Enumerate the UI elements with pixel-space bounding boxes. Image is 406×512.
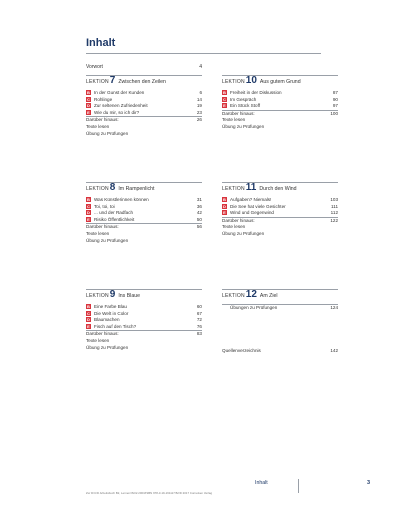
lesson-header	[222, 289, 338, 304]
section-badge: B	[87, 304, 90, 309]
toc-entry-label: Die Welt in Color	[94, 310, 129, 316]
toc-entry-label: Übung zu Prüfungen	[222, 123, 265, 129]
toc-entry[interactable]	[222, 117, 338, 124]
lesson-number: 7	[109, 75, 116, 86]
lesson-11	[222, 182, 338, 238]
toc-entry[interactable]	[222, 103, 338, 110]
toc-entry[interactable]	[86, 231, 202, 238]
lesson-divider	[222, 182, 338, 183]
section-badge: D	[87, 317, 90, 323]
toc-entry-page: 97	[332, 103, 338, 109]
lesson-keyword: LEKTION	[86, 186, 109, 192]
toc-entry[interactable]	[86, 116, 202, 124]
lesson-number: 8	[109, 182, 116, 193]
lesson-title: Im Rampenlicht	[118, 186, 155, 192]
toc-entry-label: Darüber hinaus:	[86, 224, 119, 230]
section-badge: C	[87, 96, 90, 102]
section-badge: C	[87, 203, 90, 209]
section-badge: B	[87, 90, 90, 95]
toc-entry-label: Aufgaben? Niemals!	[230, 197, 272, 203]
toc-entry-label: Texte lesen	[86, 337, 110, 343]
page-number: 3	[367, 480, 371, 486]
toc-entry[interactable]	[86, 317, 202, 324]
toc-entry-label: Ein Stück Stoff	[230, 103, 261, 109]
toc-entry-label: Im Gespräch	[230, 96, 257, 102]
lesson-header	[86, 289, 202, 304]
toc-entry-label: In der Gunst der Kunden	[94, 90, 145, 96]
section-badge: D	[87, 103, 90, 109]
lesson-7	[86, 75, 202, 137]
toc-entry-page: 4	[199, 64, 202, 70]
toc-entry-label: Darüber hinaus:	[86, 331, 119, 337]
lesson-keyword: LEKTION	[86, 293, 109, 299]
toc-entry-page: 124	[330, 305, 338, 310]
toc-entry-label: Freiheit in der Diskussion	[230, 90, 282, 96]
section-badge: E	[87, 109, 90, 115]
lesson-number: 12	[245, 289, 257, 300]
toc-entry[interactable]	[86, 345, 202, 352]
toc-entry-page: 90	[332, 96, 338, 102]
toc-entry[interactable]	[86, 103, 202, 110]
imprint-text: Zur D/C/D Arbeitsbuch B2, Lernen/ISO2.2003/ISBN 978-3-19-161117/52/D 2017 Cornelsen Verlag	[86, 491, 213, 495]
section-badge: B	[223, 197, 226, 202]
toc-entry-label: Darüber hinaus:	[222, 110, 255, 116]
lesson-divider	[86, 75, 202, 76]
lesson-9	[86, 289, 202, 351]
toc-entry-label: Eine Farbe Blau	[94, 304, 127, 310]
toc-entry-label: Toi, toi, toi	[94, 203, 115, 209]
toc-entry-page: 103	[330, 197, 338, 202]
page-title: Inhalt	[86, 37, 116, 49]
toc-entry-page: 76	[196, 323, 202, 329]
lesson-keyword: LEKTION	[86, 79, 109, 85]
toc-entry[interactable]	[86, 197, 202, 204]
toc-entry-page: 36	[196, 203, 202, 209]
toc-entry-label: Darüber hinaus:	[222, 217, 255, 223]
section-badge: C	[87, 310, 90, 316]
toc-entry-page: 100	[330, 110, 338, 116]
toc-entry-page: 67	[196, 310, 202, 316]
toc-entry-page: 42	[196, 210, 202, 216]
lesson-divider	[86, 289, 202, 290]
title-divider	[86, 53, 321, 54]
section-badge: E	[223, 103, 226, 109]
toc-entry[interactable]	[222, 231, 338, 238]
toc-entry[interactable]	[86, 330, 202, 338]
toc-entry-page: 111	[331, 203, 338, 209]
toc-entry-page: 142	[330, 348, 338, 353]
toc-entry-label: Texte lesen	[86, 123, 110, 129]
toc-entry[interactable]	[86, 97, 202, 104]
toc-entry-label: Was Künstlerinnen können	[94, 197, 149, 203]
lesson-title: Aus gutem Grund	[259, 79, 301, 85]
toc-entry-label: Risiko Öffentlichkeit	[94, 216, 135, 222]
toc-entry[interactable]	[222, 304, 338, 312]
toc-entry-label: Übungen zu Prüfungen	[230, 305, 278, 310]
toc-entry[interactable]	[222, 90, 338, 97]
toc-entry-label: Wind und Gegenwind	[230, 210, 274, 216]
toc-entry-page: 56	[196, 224, 202, 230]
toc-entry[interactable]	[86, 223, 202, 231]
toc-entry[interactable]	[86, 124, 202, 131]
toc-entry[interactable]	[86, 90, 202, 97]
lesson-divider	[222, 75, 338, 76]
toc-entry-page: 26	[196, 117, 202, 123]
toc-entry-page: 72	[196, 317, 202, 323]
lesson-divider	[86, 182, 202, 183]
lesson-divider	[222, 289, 338, 290]
toc-entry-label: Zur seltenen Zufriedenheit	[94, 103, 148, 109]
lesson-header	[86, 75, 202, 90]
toc-entry-label: Übung zu Prüfungen	[86, 344, 129, 350]
toc-entry[interactable]	[222, 217, 338, 225]
section-badge: C	[223, 96, 226, 102]
toc-entry-page: 31	[196, 197, 202, 202]
toc-entry[interactable]	[222, 110, 338, 118]
lesson-header	[222, 75, 338, 90]
toc-entry-page: 112	[330, 210, 338, 216]
toc-entry[interactable]	[86, 311, 202, 318]
section-badge: B	[223, 90, 226, 95]
toc-entry[interactable]	[86, 204, 202, 211]
toc-entry-quellenverzeichnis[interactable]	[222, 348, 338, 353]
toc-entry[interactable]	[86, 217, 202, 224]
lesson-header	[222, 182, 338, 197]
section-badge: E	[87, 216, 90, 222]
toc-entry-label: Vorwort	[86, 64, 103, 70]
section-badge: E	[87, 323, 90, 329]
lesson-number: 11	[245, 182, 257, 193]
toc-entry-page: 83	[196, 331, 202, 337]
toc-entry-page: 50	[196, 216, 202, 222]
toc-entry[interactable]	[222, 210, 338, 217]
toc-entry[interactable]	[86, 238, 202, 245]
lesson-10	[222, 75, 338, 131]
toc-entry-page: 19	[196, 103, 202, 109]
section-badge: E	[223, 210, 226, 216]
toc-entry[interactable]	[222, 97, 338, 104]
lesson-header	[86, 182, 202, 197]
toc-entry[interactable]	[86, 324, 202, 331]
section-badge: D	[223, 203, 226, 209]
toc-entry-vorwort[interactable]	[86, 64, 202, 70]
lesson-12	[222, 289, 338, 312]
toc-entry-label: Übung zu Prüfungen	[86, 237, 129, 243]
toc-entry-label: Wie du mir, so ich dir?	[94, 109, 140, 115]
lesson-keyword: LEKTION	[222, 79, 245, 85]
lesson-title: Zwischen den Zeilen	[118, 79, 166, 85]
toc-entry-label: Texte lesen	[222, 117, 246, 123]
lesson-keyword: LEKTION	[222, 293, 245, 299]
toc-entry[interactable]	[86, 338, 202, 345]
section-badge: D	[87, 210, 90, 216]
toc-entry-label: Quellenverzeichnis	[222, 348, 261, 353]
toc-entry-label: Texte lesen	[86, 230, 110, 236]
toc-entry-page: 14	[196, 96, 202, 102]
toc-entry-label: ... und der Radfach	[94, 210, 134, 216]
toc-entry-page: 23	[196, 109, 202, 115]
lesson-title: Durch den Wind	[259, 186, 297, 192]
footer-section-label: Inhalt	[255, 480, 268, 486]
toc-entry[interactable]	[86, 131, 202, 138]
toc-entry[interactable]	[222, 197, 338, 204]
toc-entry-page: 6	[199, 90, 202, 95]
toc-entry[interactable]	[222, 204, 338, 211]
lesson-title: Ins Blaue	[118, 293, 140, 299]
toc-entry[interactable]	[86, 110, 202, 117]
lesson-8	[86, 182, 202, 244]
lesson-number: 9	[109, 289, 116, 300]
lesson-number: 10	[245, 75, 257, 86]
section-badge: B	[87, 197, 90, 202]
toc-entry[interactable]	[86, 210, 202, 217]
toc-entry[interactable]	[86, 304, 202, 311]
toc-entry-label: Die See hat viele Gesichter	[230, 203, 286, 209]
toc-entry-label: Darüber hinaus:	[86, 117, 119, 123]
toc-entry-label: Rohlinge	[94, 96, 113, 102]
toc-entry-page: 60	[196, 304, 202, 309]
toc-entry[interactable]	[222, 224, 338, 231]
toc-entry-label: Übung zu Prüfungen	[86, 130, 129, 136]
toc-entry[interactable]	[222, 124, 338, 131]
lesson-title: Am Ziel	[259, 293, 278, 299]
toc-entry-label: Texte lesen	[222, 224, 246, 230]
lesson-keyword: LEKTION	[222, 186, 245, 192]
toc-entry-label: Fisch auf den Tisch?	[94, 323, 137, 329]
toc-entry-label: Übung zu Prüfungen	[222, 230, 265, 236]
toc-entry-label: Blaumachen	[94, 317, 120, 323]
toc-entry-page: 122	[330, 217, 338, 223]
toc-entry-page: 87	[332, 90, 338, 95]
